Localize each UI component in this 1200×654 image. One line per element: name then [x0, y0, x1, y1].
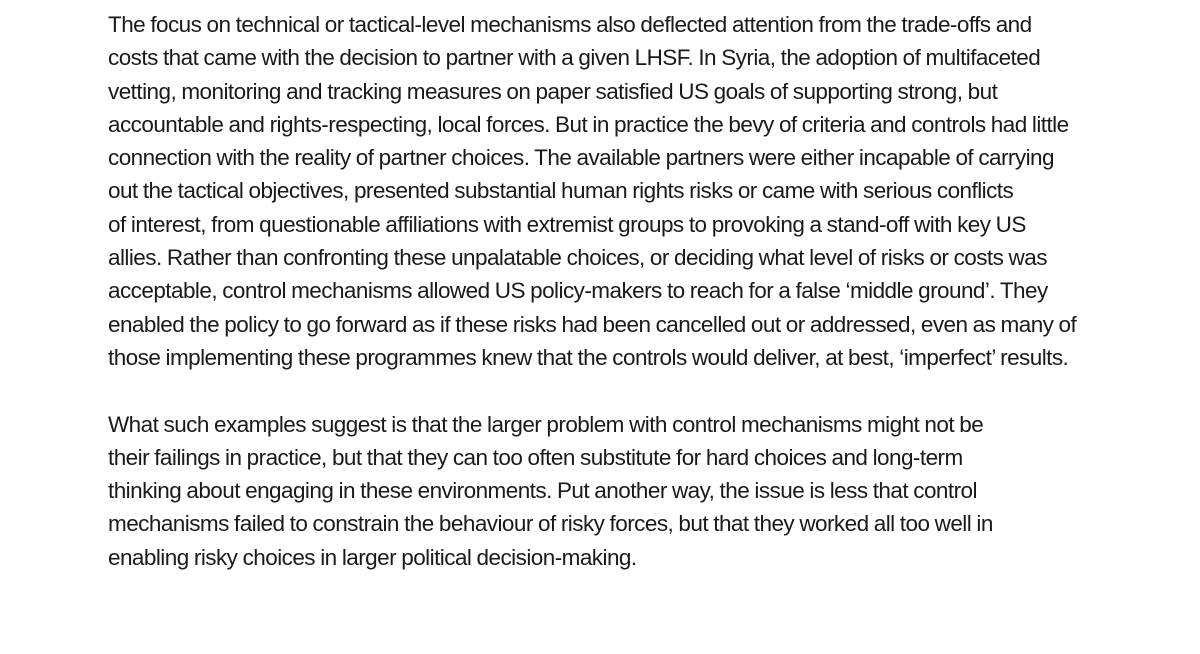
- text-line: mechanisms failed to constrain the behaviour of risky forces, but that they worked all too well in: [108, 511, 993, 537]
- text-line: vetting, monitoring and tracking measures on paper satisfied US goals of supporting strong, but: [108, 78, 998, 104]
- text-line: allies. Rather than confronting these unpalatable choices, or deciding what level of risks or costs was: [108, 245, 1047, 271]
- text-line: What such examples suggest is that the larger problem with control mechanisms might not be: [108, 411, 984, 437]
- text-line: connection with the reality of partner choices. The available partners were either incapable of carrying: [108, 145, 1054, 171]
- text-line: of interest, from questionable affiliations with extremist groups to provoking a stand-off with key US: [108, 211, 1026, 237]
- text-line: those implementing these programmes knew that the controls would deliver, at best, ‘imperfect’ results.: [108, 344, 1069, 370]
- text-line: accountable and rights-respecting, local forces. But in practice the bevy of criteria and controls had little: [108, 111, 1069, 137]
- text-line: acceptable, control mechanisms allowed US policy-makers to reach for a false ‘middle ground’. They: [108, 278, 1048, 304]
- text-line: enabling risky choices in larger political decision-making.: [108, 544, 637, 570]
- text-line: thinking about engaging in these environments. Put another way, the issue is less that control: [108, 478, 977, 504]
- paragraph-2: [108, 408, 1078, 574]
- text-line: The focus on technical or tactical-level mechanisms also deflected attention from the trade-offs and: [108, 12, 1032, 37]
- paragraph-1: [108, 8, 1078, 374]
- text-line: costs that came with the decision to partner with a given LHSF. In Syria, the adoption of multifaceted: [108, 45, 1041, 71]
- text-line: their failings in practice, but that they can too often substitute for hard choices and long-term: [108, 444, 963, 470]
- text-line: enabled the policy to go forward as if these risks had been cancelled out or addressed, even as many of: [108, 311, 1077, 337]
- text-line: out the tactical objectives, presented substantial human rights risks or came with serious conflicts: [108, 178, 1014, 204]
- article-body: [108, 8, 1078, 574]
